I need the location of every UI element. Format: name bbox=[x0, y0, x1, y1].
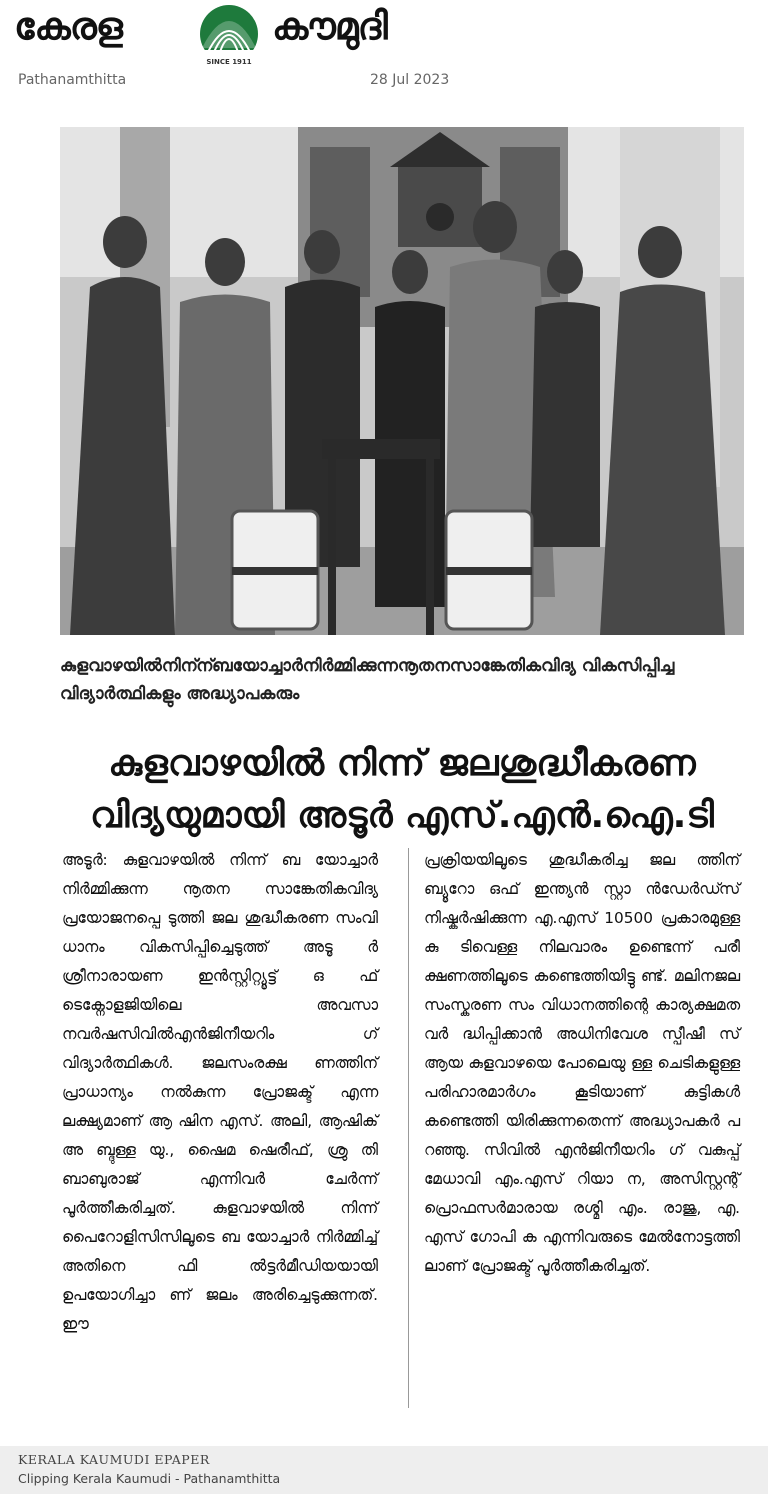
article-body-left-column: അടൂർ: കുളവാഴയിൽ നിന്ന് ബ യോച്ചാർ നിർമ്മിക്കുന്ന നൂതന സാങ്കേതികവിദ്യ പ്രയോജനപ്പെ ടുത്തി ജല ശുദ്ധീകരണ സംവി ധാനം വികസിപ്പിച്ചെടുത്ത് അടൂ ർ ശ്രീനാരായണ ഇൻസ്റ്റിറ്റ്യൂട്ട് ഒ ഫ് ടെക്നോളജിയിലെ അവസാ നവർഷസിവിൽഎൻജിനീയറിം ഗ് വിദ്യാർത്ഥികൾ. ജലസംരക്ഷ ണത്തിന് പ്രാധാന്യം നൽകുന്ന പ്രോജക്ട് എന്ന ലക്ഷ്യമാണ് ആ ഷിന എസ്. അലി, ആഷിക് അ ബ്ദുള്ള യു., ഷൈമ ഷെരീഫ്, ശ്രു തി ബാബുരാജ് എന്നിവർ ചേർന്ന് പൂർത്തീകരിച്ചത്. കുളവാഴയിൽ നിന്ന് പൈറോളിസിസിലൂടെ ബ യോച്ചാർ നിർമ്മിച്ച് അതിനെ ഫി ൽട്ടർമീഡിയയായി ഉപയോഗിച്ചാ ണ് ജലം അരിച്ചെടുക്കുന്നത്. ഈ bbox=[62, 851, 378, 1333]
group-photo bbox=[60, 127, 744, 635]
edition-date: 28 Jul 2023 bbox=[370, 72, 450, 88]
photo-caption: കുളവാഴയിൽനിന്ന്ബയോച്ചാർനിർമ്മിക്കുന്നനൂതനസാങ്കേതികവിദ്യ വികസിപ്പിച്ച വിദ്യാർത്ഥികളും അദ്ധ്യാപകരും bbox=[60, 656, 675, 704]
logo-text-left: കേരള bbox=[14, 4, 122, 48]
column-divider bbox=[408, 848, 409, 1408]
logo-text-right: കൗമുദി bbox=[272, 4, 387, 48]
since-year: SINCE 1911 bbox=[206, 58, 252, 66]
footer-brand: KERALA KAUMUDI EPAPER bbox=[18, 1452, 210, 1467]
footer-clipping-source: Clipping Kerala Kaumudi - Pathanamthitta bbox=[18, 1471, 281, 1486]
newspaper-emblem-icon bbox=[194, 4, 264, 66]
article-headline bbox=[60, 738, 744, 842]
article-body-right-column: പ്രക്രിയയിലൂടെ ശുദ്ധീകരിച്ച ജല ത്തിന് ബ്യൂറോ ഒഫ് ഇന്ത്യൻ സ്റ്റാ ൻഡേർഡ്സ് നിഷ്കർഷിക്കുന്ന എ.എസ് 10500 പ്രകാരമുള്ള കു ടിവെള്ള നിലവാരം ഉണ്ടെന്ന് പരീ ക്ഷണത്തിലൂടെ കണ്ടെത്തിയിട്ടു ണ്ട്. മലിനജല സംസ്കരണ സം വിധാനത്തിന്റെ കാര്യക്ഷമത വർ ദ്ധിപ്പിക്കാൻ അധിനിവേശ സ്പീഷീ സ് ആയ കുളവാഴയെ പോലെയു ള്ള ചെടികളുള്ള പരിഹാരമാർഗം കൂടിയാണ് കുട്ടികൾ കണ്ടെത്തി യിരിക്കുന്നതെന്ന് അദ്ധ്യാപകർ പ റഞ്ഞു. സിവിൽ എൻജിനീയറിം ഗ് വകുപ്പ് മേധാവി എം.എസ് റിയാ ന, അസിസ്റ്റന്റ് പ്രൊഫസർമാരായ രശ്മി എം. രാജു, എ. എസ് ഗോപി ക എന്നിവരുടെ മേൽനോട്ടത്തി ലാണ് പ്രോജക്ട് പൂർത്തീകരിച്ചത്. bbox=[424, 851, 740, 1275]
headline-line-1: കുളവാഴയിൽ നിന്ന് ജലശുദ്ധീകരണ bbox=[108, 743, 696, 784]
masthead bbox=[0, 0, 768, 110]
footer-bar bbox=[0, 1446, 768, 1494]
group-photo-image bbox=[60, 127, 744, 635]
edition-place: Pathanamthitta bbox=[18, 72, 127, 88]
headline-line-2: വിദ്യയുമായി അടൂർ എസ്.എൻ.ഐ.ടി bbox=[90, 795, 714, 836]
